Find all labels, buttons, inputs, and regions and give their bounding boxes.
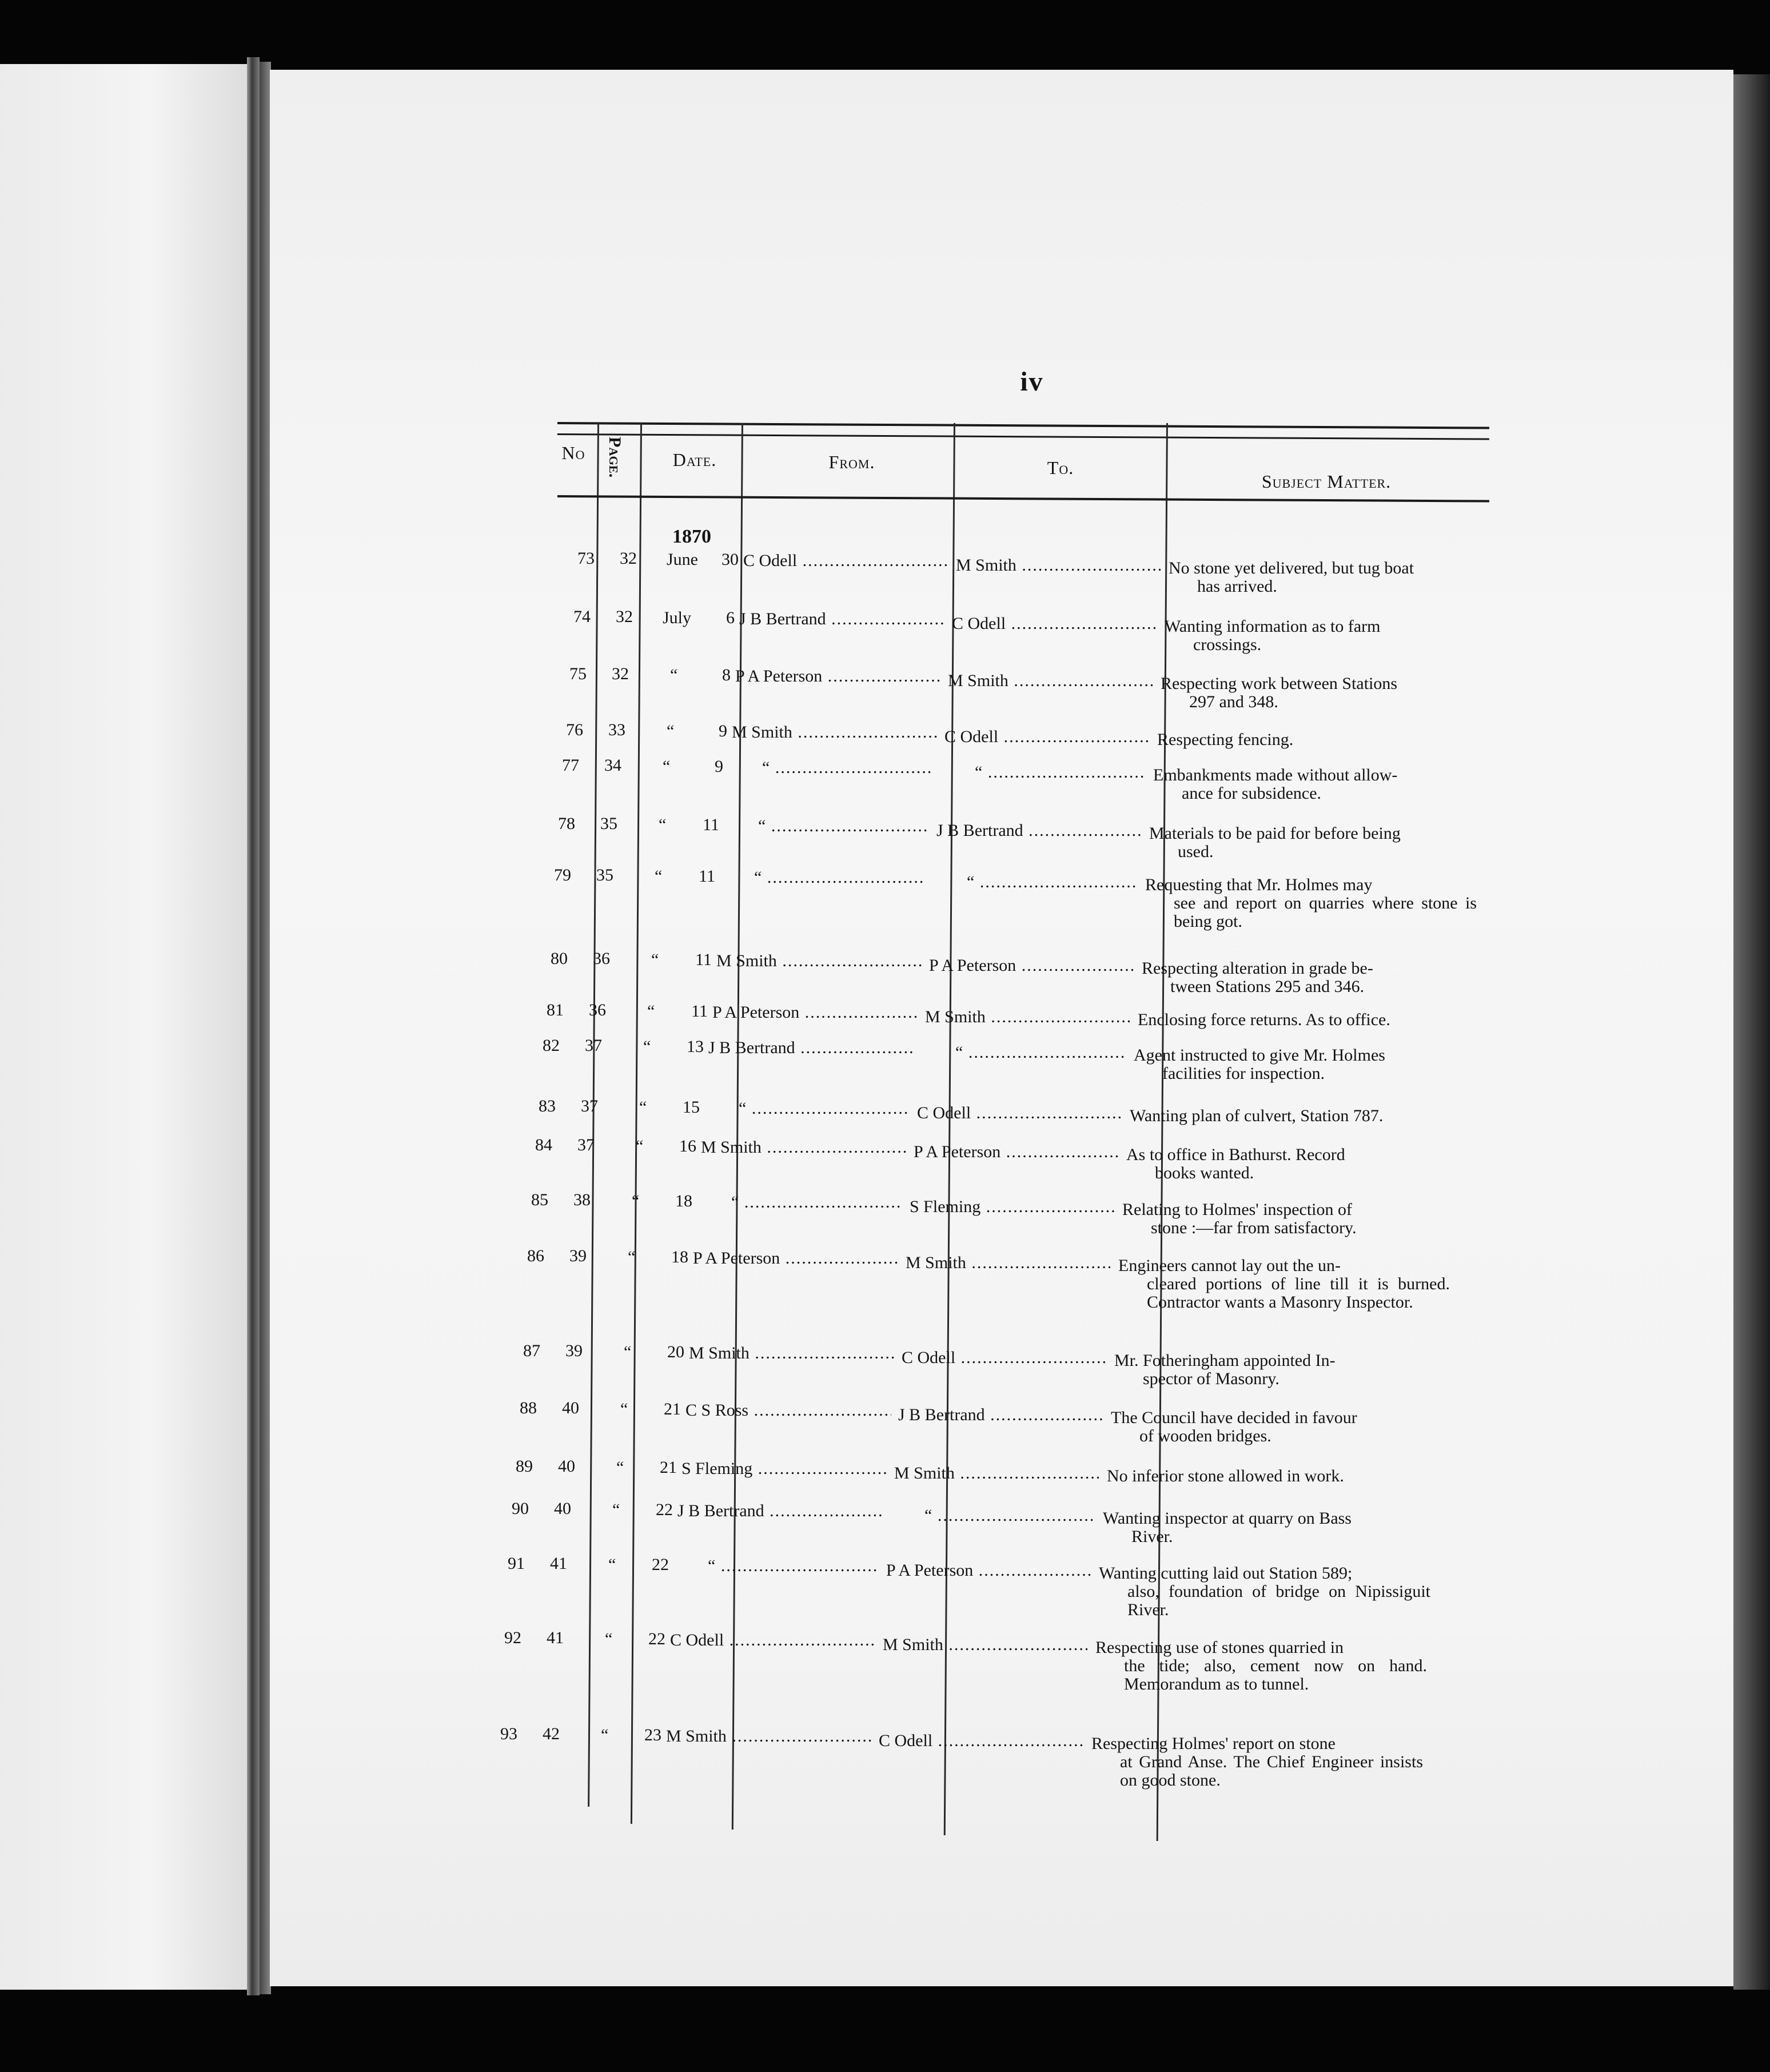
facing-page [0,64,252,1990]
entry-page: 40 [562,1398,579,1417]
entry-month: “ [601,1726,609,1744]
entry-number: 80 [551,949,568,968]
entry-month: “ [612,1500,620,1519]
entry-month: “ [608,1555,616,1574]
entry-subject-first-line: Wanting plan of culvert, Station 787. [1130,1106,1384,1125]
entry-number: 89 [516,1457,533,1476]
entry-from: P A Peterson ..... [712,1003,918,1022]
entry-from: “ ..... [673,1556,879,1576]
entry-to: S Fleming ..... [910,1197,1114,1217]
entry-day: 11 [695,950,712,969]
entry-to: C Odell ..... [902,1348,1106,1368]
entry-from: M Smith ..... [701,1138,907,1157]
entry-day: 6 [726,608,735,627]
entry-from: M Smith ..... [689,1344,895,1363]
entry-day: 22 [648,1629,665,1648]
entry-to: M Smith ..... [894,1464,1099,1483]
entry-page: 32 [612,664,629,683]
entry-number: 85 [531,1190,548,1209]
entry-to: P A Peterson ..... [914,1142,1118,1162]
entry-day: 30 [721,550,739,569]
entry-subject [1091,1735,1423,1790]
entry-from: “ ..... [720,868,926,887]
entry-day: 22 [656,1500,673,1519]
year-label: 1870 [672,526,711,547]
entry-number: 74 [573,607,591,626]
entry-month: “ [620,1400,628,1418]
entry-from: M Smith ..... [716,951,922,971]
entry-from: M Smith ..... [666,1727,872,1746]
entry-subject-first-line: Enclosing force returns. As to office. [1138,1010,1390,1029]
entry-page: 39 [569,1246,587,1265]
entry-day: 8 [722,666,731,684]
entry-subject [1130,1107,1461,1125]
entry-subject-continuation: has arrived. [1197,577,1277,596]
entry-subject-continuation: books wanted. [1155,1163,1254,1182]
entry-day: 18 [671,1248,688,1266]
entry-day: 22 [652,1555,669,1574]
entry-month: “ [643,1037,651,1056]
entry-subject [1142,959,1473,996]
entry-page: 42 [543,1724,560,1743]
entry-day: 18 [675,1192,692,1210]
entry-subject-continuation: the tide; also, cement now on hand. Memorandum as to tunnel. [1124,1656,1427,1694]
entry-month: “ [605,1629,613,1648]
entry-month: “ [632,1192,640,1210]
entry-from: J B Bertrand ..... [677,1501,883,1521]
book-spine-edge [247,57,260,1995]
entry-month: “ [651,950,659,969]
entry-subject-first-line: Engineers cannot lay out the un- [1118,1256,1341,1275]
entry-subject [1165,617,1496,654]
entry-to: “ ..... [940,763,1145,782]
entry-subject [1157,731,1489,749]
entry-subject-first-line: Mr. Fotheringham appointed In- [1114,1351,1336,1370]
entry-month: “ [655,867,663,886]
entry-subject-continuation: River. [1131,1527,1173,1546]
entry-subject [1099,1564,1430,1619]
entry-to: “ ..... [932,872,1137,892]
entry-day: 13 [687,1037,704,1056]
entry-subject-continuation: 297 and 348. [1189,692,1278,711]
entry-subject [1111,1409,1442,1445]
entry-subject-first-line: No inferior stone allowed in work. [1107,1467,1344,1485]
entry-page: 41 [550,1554,567,1573]
entry-page: 37 [585,1036,602,1055]
entry-day: 21 [660,1458,677,1477]
entry-subject-continuation: spector of Masonry. [1143,1369,1279,1388]
entry-subject [1138,1011,1469,1029]
entry-to: “ ..... [890,1506,1095,1525]
entry-page: 36 [589,1001,606,1019]
entry-subject-continuation: tween Stations 295 and 346. [1170,977,1365,996]
entry-to: M Smith ..... [956,556,1161,575]
entry-number: 92 [504,1628,521,1647]
entry-page: 34 [604,756,621,775]
entry-subject [1149,824,1481,861]
entry-page: 33 [608,720,625,739]
entry-number: 88 [520,1398,537,1417]
entry-subject-continuation: ance for subsidence. [1182,784,1322,803]
entry-subject [1126,1146,1458,1182]
entry-subject-continuation: stone :—far from satisfactory. [1151,1218,1357,1237]
entry-page: 35 [596,866,613,884]
header-page: Page. [605,437,624,478]
entry-number: 76 [566,720,583,739]
entry-to: M Smith ..... [948,671,1153,691]
entry-to: J B Bertrand ..... [936,821,1141,840]
entry-month: “ [663,757,671,776]
entry-from: J B Bertrand ..... [739,609,945,629]
entry-subject [1095,1639,1427,1694]
entry-from: J B Bertrand ..... [708,1038,914,1058]
entry-day: 11 [691,1002,708,1021]
entry-page: 32 [616,607,633,626]
entry-to: C Odell ..... [917,1103,1122,1123]
entry-subject-first-line: Respecting alteration in grade be- [1142,959,1373,978]
entry-subject [1134,1046,1465,1083]
entry-from: C Odell ..... [743,551,949,571]
entry-number: 77 [562,756,579,775]
entry-to: M Smith ..... [925,1007,1130,1027]
entry-day: 20 [667,1342,684,1361]
entry-page: 32 [620,549,637,568]
entry-to: C Odell ..... [879,1731,1083,1751]
page-edge-shadow [1733,74,1770,1990]
entry-subject-continuation: of wooden bridges. [1139,1427,1271,1445]
entry-number: 86 [527,1246,544,1265]
entry-from: M Smith ..... [732,723,938,742]
entry-to: J B Bertrand ..... [898,1405,1103,1425]
entry-month: “ [639,1098,647,1117]
entry-subject-continuation: also, foundation of bridge on Nipissiguit River. [1127,1582,1430,1619]
entry-from: “ ..... [697,1193,903,1212]
entry-subject-first-line: Embankments made without allow- [1153,766,1398,784]
entry-number: 93 [500,1724,517,1743]
entry-number: 82 [543,1036,560,1055]
entry-month: “ [670,666,678,684]
entry-day: 15 [683,1098,700,1117]
entry-subject-first-line: Requesting that Mr. Holmes may [1145,875,1373,894]
entry-subject-continuation: facilities for inspection. [1162,1064,1325,1083]
entry-subject-first-line: Agent instructed to give Mr. Holmes [1134,1046,1385,1065]
page-number: iv [1020,366,1044,397]
entry-from: C S Ross ..... [685,1401,891,1420]
entry-number: 91 [508,1554,525,1573]
entry-number: 79 [554,866,571,884]
entry-subject-first-line: Wanting cutting laid out Station 589; [1099,1564,1353,1583]
entry-subject [1118,1257,1450,1312]
entry-subject-continuation: used. [1178,842,1214,861]
entry-month: “ [647,1002,655,1021]
header-from: From. [828,452,875,472]
entry-page: 40 [558,1457,575,1476]
header-no: No [561,443,585,463]
entry-subject [1153,766,1485,803]
entry-day: 9 [719,722,727,740]
header-date: Date. [672,449,717,470]
entry-from: “ ..... [724,816,930,836]
entry-month: “ [624,1342,632,1361]
entry-subject-first-line: Respecting use of stones quarried in [1095,1638,1344,1657]
entry-number: 81 [547,1001,564,1019]
entry-subject-first-line: The Council have decided in favour [1111,1408,1357,1427]
entry-number: 83 [539,1097,556,1115]
entry-subject [1107,1467,1438,1485]
entry-subject-continuation: crossings. [1193,635,1262,654]
entry-subject [1145,876,1477,931]
entry-page: 37 [577,1135,595,1154]
entry-subject-continuation: see and report on quarries where stone is being got. [1174,894,1477,931]
entry-to: “ ..... [921,1043,1126,1062]
entry-subject [1114,1352,1446,1388]
entry-day: 11 [703,815,719,834]
entry-subject-first-line: Respecting work between Stations [1161,674,1398,693]
entry-subject [1169,559,1500,596]
entry-to: M Smith ..... [906,1253,1110,1273]
entry-number: 90 [512,1499,529,1518]
entry-number: 84 [535,1135,552,1154]
entry-day: 9 [715,757,723,776]
entry-month: “ [667,722,675,740]
entry-subject-first-line: Materials to be paid for before being [1149,824,1401,843]
entry-subject [1122,1201,1454,1237]
page-gutter [260,62,271,1994]
entry-day: 11 [699,867,715,886]
entry-month: “ [636,1137,644,1155]
entry-subject-continuation: cleared portions of line till it is burned. Contractor wants a Masonry Inspector. [1147,1274,1450,1312]
entry-page: 38 [573,1190,591,1209]
entry-from: C Odell ..... [670,1631,876,1650]
entry-number: 73 [577,549,595,568]
entry-subject-continuation: at Grand Anse. The Chief Engineer insists on good stone. [1120,1752,1423,1790]
entry-day: 23 [644,1726,661,1744]
entry-subject-first-line: Wanting inspector at quarry on Bass [1103,1509,1352,1528]
entry-page: 39 [565,1341,583,1360]
entry-subject-first-line: As to office in Bathurst. Record [1126,1145,1345,1164]
entry-subject-first-line: No stone yet delivered, but tug boat [1169,559,1414,577]
entry-subject-first-line: Respecting fencing. [1157,730,1294,749]
entry-to: P A Peterson ..... [886,1561,1091,1580]
entry-month: “ [616,1458,624,1477]
entry-month: June [667,550,698,569]
entry-page: 40 [554,1499,571,1518]
entry-subject [1161,675,1492,711]
entry-month: “ [659,815,667,834]
entry-subject-first-line: Wanting information as to farm [1165,617,1381,636]
entry-page: 36 [593,949,610,968]
entry-page: 41 [547,1628,564,1647]
entry-to: C Odell ..... [952,614,1157,633]
entry-to: M Smith ..... [883,1635,1087,1655]
document-page [270,70,1733,1986]
entry-from: S Fleming ..... [681,1459,887,1479]
entry-to: P A Peterson ..... [929,956,1134,975]
entry-page: 35 [600,814,617,833]
entry-subject-first-line: Respecting Holmes' report on stone [1091,1734,1336,1753]
header-subject: Subject Matter. [1261,471,1392,492]
entry-page: 37 [581,1097,598,1115]
entry-subject-first-line: Relating to Holmes' inspection of [1122,1200,1353,1219]
entry-day: 16 [679,1137,696,1155]
entry-month: “ [628,1248,636,1266]
entry-from: P A Peterson ..... [693,1249,899,1268]
header-to: To. [1047,457,1074,478]
entry-number: 87 [523,1341,540,1360]
entry-subject [1103,1509,1434,1546]
entry-from: “ ..... [728,758,934,778]
entry-to: C Odell ..... [944,727,1149,747]
entry-day: 21 [664,1400,681,1418]
entry-number: 75 [569,664,587,683]
entry-number: 78 [558,814,575,833]
entry-from: P A Peterson ..... [735,667,941,686]
entry-from: “ ..... [704,1099,910,1118]
entry-month: July [663,608,692,627]
